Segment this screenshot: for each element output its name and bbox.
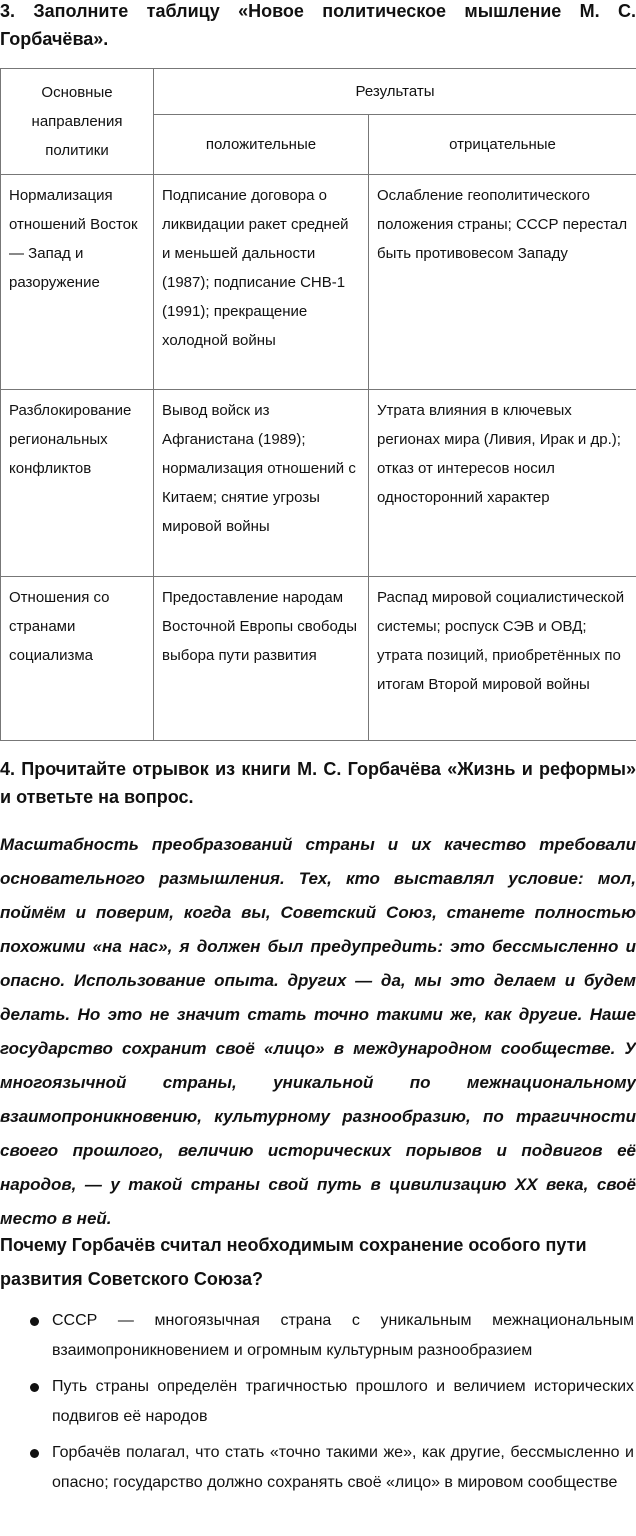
table-row bbox=[1, 175, 636, 390]
row-negative: Ослабление геополитического положения страны; СССР перестал быть противовесом Западу bbox=[369, 175, 636, 390]
table-header-row bbox=[1, 69, 636, 115]
row-negative: Распад мировой социалистической системы; роспуск СЭВ и ОВД; утрата позиций, приобретённых по итогам Второй мировой войны bbox=[369, 577, 636, 741]
list-item bbox=[0, 1438, 636, 1498]
task3-title: 3. Заполните таблицу «Новое политическое мышление М. С. Горбачёва». bbox=[0, 1, 636, 49]
task4-title: 4. Прочитайте отрывок из книги М. С. Горбачёва «Жизнь и реформы» и ответьте на вопрос. bbox=[0, 759, 636, 807]
results-table bbox=[0, 68, 636, 741]
bullet-icon bbox=[30, 1317, 39, 1326]
header-positive: положительные bbox=[154, 115, 369, 175]
row-positive: Подписание договора о ликвидации ракет средней и меньшей дальности (1987); подписание СНВ-1 (1991); прекращение холодной войны bbox=[154, 175, 369, 390]
row-positive: Предоставление народам Восточной Европы свободы выбора пути развития bbox=[154, 577, 369, 741]
header-negative: отрицательные bbox=[369, 115, 636, 175]
bullet-icon bbox=[30, 1449, 39, 1458]
row-direction: Нормализация отношений Восток — Запад и разоружение bbox=[1, 175, 154, 390]
row-positive: Вывод войск из Афганистана (1989); нормализация отношений с Китаем; снятие угрозы мировой войны bbox=[154, 390, 369, 577]
book-excerpt: Масштабность преобразований страны и их качество требовали основательного размышления. Тех, кто выставлял условие: мол, поймём и поверим, когда вы, Советский Союз, станете полностью похожими «на нас», я должен был предупредить: это бессмысленно и опасно. Использование опыта. других — да, мы это делаем и будем делать. Но это не значит стать точно такими же, как другие. Наше государство сохранит своё «лицо» в международном сообществе. У многоязычной страны, уникальной по межнациональному взаимопроникновению, культурному разнообразию, по трагичности своего прошлого, величию исторических порывов и подвигов её народов, — у такой страны свой путь в цивилизацию XX века, своё место в ней. bbox=[0, 835, 636, 1228]
list-item bbox=[0, 1372, 636, 1432]
table-row bbox=[1, 390, 636, 577]
table-row bbox=[1, 577, 636, 741]
answer-list bbox=[0, 1306, 636, 1504]
bullet-icon bbox=[30, 1383, 39, 1392]
answer-text: Горбачёв полагал, что стать «точно такими же», как другие, бессмысленно и опасно; государство должно сохранять своё «лицо» в мировом сообществе bbox=[52, 1444, 634, 1491]
header-directions: Основные направления политики bbox=[1, 69, 154, 175]
answer-text: СССР — многоязычная страна с уникальным межнациональным взаимопроникновением и огромным культурным разнообразием bbox=[52, 1312, 634, 1359]
row-direction: Отношения со странами социализма bbox=[1, 577, 154, 741]
row-direction: Разблокирование региональных конфликтов bbox=[1, 390, 154, 577]
question-text: Почему Горбачёв считал необходимым сохранение особого пути развития Советского Союза? bbox=[0, 1235, 587, 1289]
header-results: Результаты bbox=[154, 69, 636, 115]
list-item bbox=[0, 1306, 636, 1366]
row-negative: Утрата влияния в ключевых регионах мира (Ливия, Ирак и др.); отказ от интересов носил односторонний характер bbox=[369, 390, 636, 577]
answer-text: Путь страны определён трагичностью прошлого и величием исторических подвигов её народов bbox=[52, 1378, 634, 1425]
